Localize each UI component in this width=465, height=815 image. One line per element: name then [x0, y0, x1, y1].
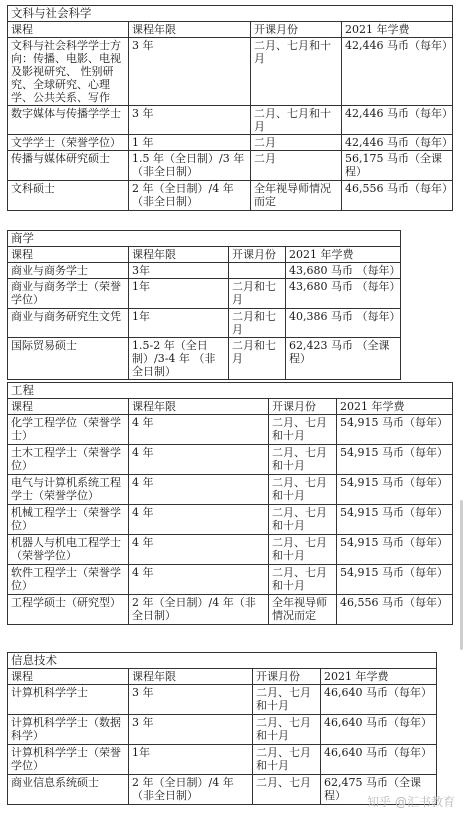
header-course: 课程 — [8, 399, 129, 415]
table-row: 商业与商务学士 3年 43,680 马币 （每年） — [8, 263, 401, 279]
table-title: 信息技术 — [8, 653, 437, 669]
header-intake: 开课月份 — [251, 22, 342, 38]
table-row: 计算机科学学士 3 年 二月、七月和十月 46,640 马币（每年） — [8, 685, 437, 715]
header-intake: 开课月份 — [229, 247, 286, 263]
header-fee: 2021 年学费 — [286, 247, 401, 263]
table-row: 计算机科学学士（数据科学） 3 年 二月、七月和十月 46,640 马币（每年） — [8, 715, 437, 745]
table-row: 商业与商务学士（荣誉学位） 1年 二月和七月 43,680 马币 （每年） — [8, 279, 401, 309]
scrollbar[interactable] — [460, 500, 463, 650]
watermark: 知乎 @汇书教育 — [367, 795, 455, 809]
table-row: 传播与媒体研究硕士 1.5 年（全日制）/3 年（非全日制） 二月 56,175 马币（全课程） — [8, 151, 453, 181]
table-row: 计算机科学学士（荣誉学位） 1年 二月、七月和十月 46,640 马币（每年） — [8, 745, 437, 775]
table-row: 机器人与机电工程学士（荣誉学位） 4 年 二月、七月和十月 54,915 马币（每年） — [8, 535, 453, 565]
header-fee: 2021 年学费 — [321, 669, 437, 685]
table-row: 土木工程学士（荣誉学位） 4 年 二月、七月和十月 54,915 马币（每年） — [8, 445, 453, 475]
header-duration: 课程年限 — [129, 247, 229, 263]
header-fee: 2021 年学费 — [337, 399, 453, 415]
table-business — [7, 230, 401, 380]
table-row: 国际贸易硕士 1.5-2 年（全日制）/3-4 年 （非全日制） 二月和七月 62,423 马币 （全课程） — [8, 338, 401, 380]
header-intake: 开课月份 — [253, 669, 321, 685]
table-row: 商业信息系统硕士 2 年（全日制）/4 年（非全日制） 二月、七月 62,475 马币（全课程） — [8, 775, 437, 805]
table-information-technology — [7, 652, 437, 805]
table-row: 文学学士（荣誉学位） 1 年 二月 42,446 马币（每年） — [8, 135, 453, 151]
header-intake: 开课月份 — [269, 399, 337, 415]
header-duration: 课程年限 — [129, 669, 253, 685]
table-arts-social-sciences — [7, 5, 453, 211]
table-title: 文科与社会科学 — [8, 6, 453, 22]
table-row: 文科硕士 2 年（全日制）/4 年（非全日制） 全年视导师情况而定 46,556 马币（每年） — [8, 181, 453, 211]
table-row: 商业与商务研究生文凭 1年 二月和七月 40,386 马币 （每年） — [8, 309, 401, 338]
header-course: 课程 — [8, 669, 129, 685]
table-row: 化学工程学位（荣誉学士） 4 年 二月、七月和十月 54,915 马币（每年） — [8, 415, 453, 445]
table-row: 机械工程学士（荣誉学位） 4 年 二月、七月和十月 54,915 马币（每年） — [8, 505, 453, 535]
header-course: 课程 — [8, 247, 129, 263]
header-duration: 课程年限 — [129, 399, 269, 415]
table-row: 软件工程学士（荣誉学位） 4 年 二月、七月和十月 54,915 马币（每年） — [8, 565, 453, 595]
table-engineering — [7, 382, 453, 625]
table-title: 商学 — [8, 231, 401, 247]
header-fee: 2021 年学费 — [342, 22, 453, 38]
table-row: 电气与计算机系统工程学士（荣誉学位） 4 年 二月、七月和十月 54,915 马币（每年） — [8, 475, 453, 505]
header-duration: 课程年限 — [129, 22, 251, 38]
table-row: 文科与社会科学学士方向：传播、电影、电视及影视研究、 性别研究、全球研究、心理学、公共关系、写作 3 年 二月、七月和十月 42,446 马币（每年） — [8, 38, 453, 106]
table-row: 工程学硕士（研究型） 2 年（全日制）/4 年（非全日制） 全年视导师情况而定 46,556 马币（每年） — [8, 595, 453, 625]
table-row: 数字媒体与传播学学士 3 年 二月、七月和十月 42,446 马币（每年） — [8, 106, 453, 135]
table-title: 工程 — [8, 383, 453, 399]
header-course: 课程 — [8, 22, 129, 38]
